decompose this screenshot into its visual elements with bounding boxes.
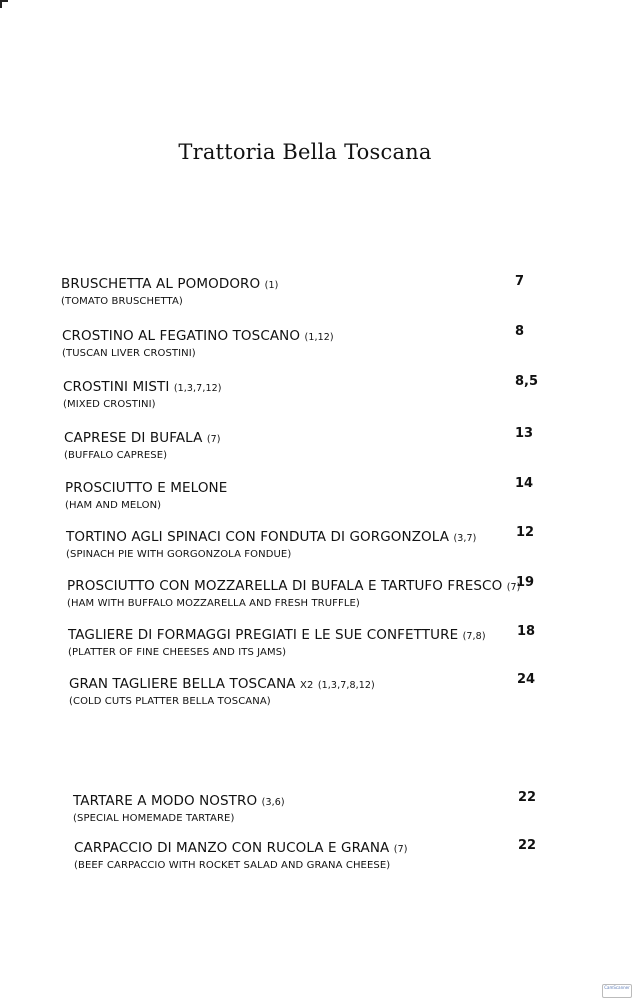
menu-item-allergens: (3,7) <box>453 533 477 544</box>
menu-item <box>68 627 486 658</box>
menu-item-name: CROSTINI MISTI <box>63 379 170 395</box>
menu-item-allergens: (7) <box>206 434 221 445</box>
menu-item-name: TORTINO AGLI SPINACI CON FONDUTA DI GORGONZOLA <box>66 529 450 545</box>
menu-item-name: BRUSCHETTA AL POMODORO <box>61 276 261 292</box>
menu-item-allergens: (1) <box>264 280 279 291</box>
menu-item <box>66 529 477 560</box>
menu-item-price: 12 <box>516 525 535 540</box>
menu-item-allergens: (1,12) <box>304 332 334 343</box>
menu-item-translation: (HAM AND MELON) <box>65 500 162 511</box>
menu-item-price: 24 <box>517 672 536 687</box>
menu-item <box>69 676 375 707</box>
menu-item <box>62 328 334 359</box>
menu-item-translation: (PLATTER OF FINE CHEESES AND ITS JAMS) <box>68 647 287 658</box>
menu-item-translation: (BUFFALO CAPRESE) <box>64 450 168 461</box>
menu-item-translation: (TOMATO BRUSCHETTA) <box>61 296 183 307</box>
menu-item <box>67 578 520 609</box>
menu-item-price: 8 <box>515 324 525 339</box>
menu-item-name: TARTARE A MODO NOSTRO <box>73 793 258 809</box>
menu-item-allergens: (1,3,7,8,12) <box>317 680 375 691</box>
menu-item <box>64 430 221 461</box>
menu-item-price: 13 <box>515 426 534 441</box>
menu-item-allergens: (7) <box>506 582 521 593</box>
menu-item-name: CAPRESE DI BUFALA <box>64 430 203 446</box>
menu-item <box>65 480 227 511</box>
menu-item <box>63 379 222 410</box>
watermark-text: CamScanner <box>604 985 630 990</box>
menu-item-price: 22 <box>518 838 537 853</box>
menu-item-price: 7 <box>515 274 525 289</box>
menu-item-name: PROSCIUTTO CON MOZZARELLA DI BUFALA E TARTUFO FRESCO <box>67 578 503 594</box>
menu-item-quantity: X2 <box>300 680 314 691</box>
menu-item-allergens: (1,3,7,12) <box>173 383 222 394</box>
menu-item-name: TAGLIERE DI FORMAGGI PREGIATI E LE SUE CONFETTURE <box>68 627 459 643</box>
menu-item-name: PROSCIUTTO E MELONE <box>65 480 228 496</box>
menu-item-price: 18 <box>517 624 536 639</box>
page-title: Trattoria Bella Toscana <box>178 140 432 164</box>
menu-item-allergens: (7,8) <box>462 631 486 642</box>
menu-item-price: 22 <box>518 790 537 805</box>
menu-item-translation: (TUSCAN LIVER CROSTINI) <box>62 348 196 359</box>
menu-item-translation: (HAM WITH BUFFALO MOZZARELLA AND FRESH TRUFFLE) <box>67 598 360 609</box>
menu-item-price: 19 <box>516 575 535 590</box>
menu-item <box>74 840 408 871</box>
menu-item-price: 14 <box>515 476 534 491</box>
scanner-watermark <box>602 984 632 998</box>
menu-item-translation: (COLD CUTS PLATTER BELLA TOSCANA) <box>69 696 271 707</box>
menu-item-translation: (SPECIAL HOMEMADE TARTARE) <box>73 813 235 824</box>
menu-item-name: CARPACCIO DI MANZO CON RUCOLA E GRANA <box>74 840 390 856</box>
menu-item-allergens: (7) <box>393 844 408 855</box>
menu-item-translation: (BEEF CARPACCIO WITH ROCKET SALAD AND GRANA CHEESE) <box>74 860 391 871</box>
menu-item-name: CROSTINO AL FEGATINO TOSCANO <box>62 328 301 344</box>
menu-item-name: GRAN TAGLIERE BELLA TOSCANA <box>69 676 296 692</box>
menu-item <box>61 276 278 307</box>
menu-item-allergens: (3,6) <box>261 797 285 808</box>
menu-item-translation: (SPINACH PIE WITH GORGONZOLA FONDUE) <box>66 549 292 560</box>
scan-corner-mark <box>0 0 8 8</box>
menu-item-translation: (MIXED CROSTINI) <box>63 399 156 410</box>
menu-item-price: 8,5 <box>515 374 539 389</box>
menu-item <box>73 793 285 824</box>
